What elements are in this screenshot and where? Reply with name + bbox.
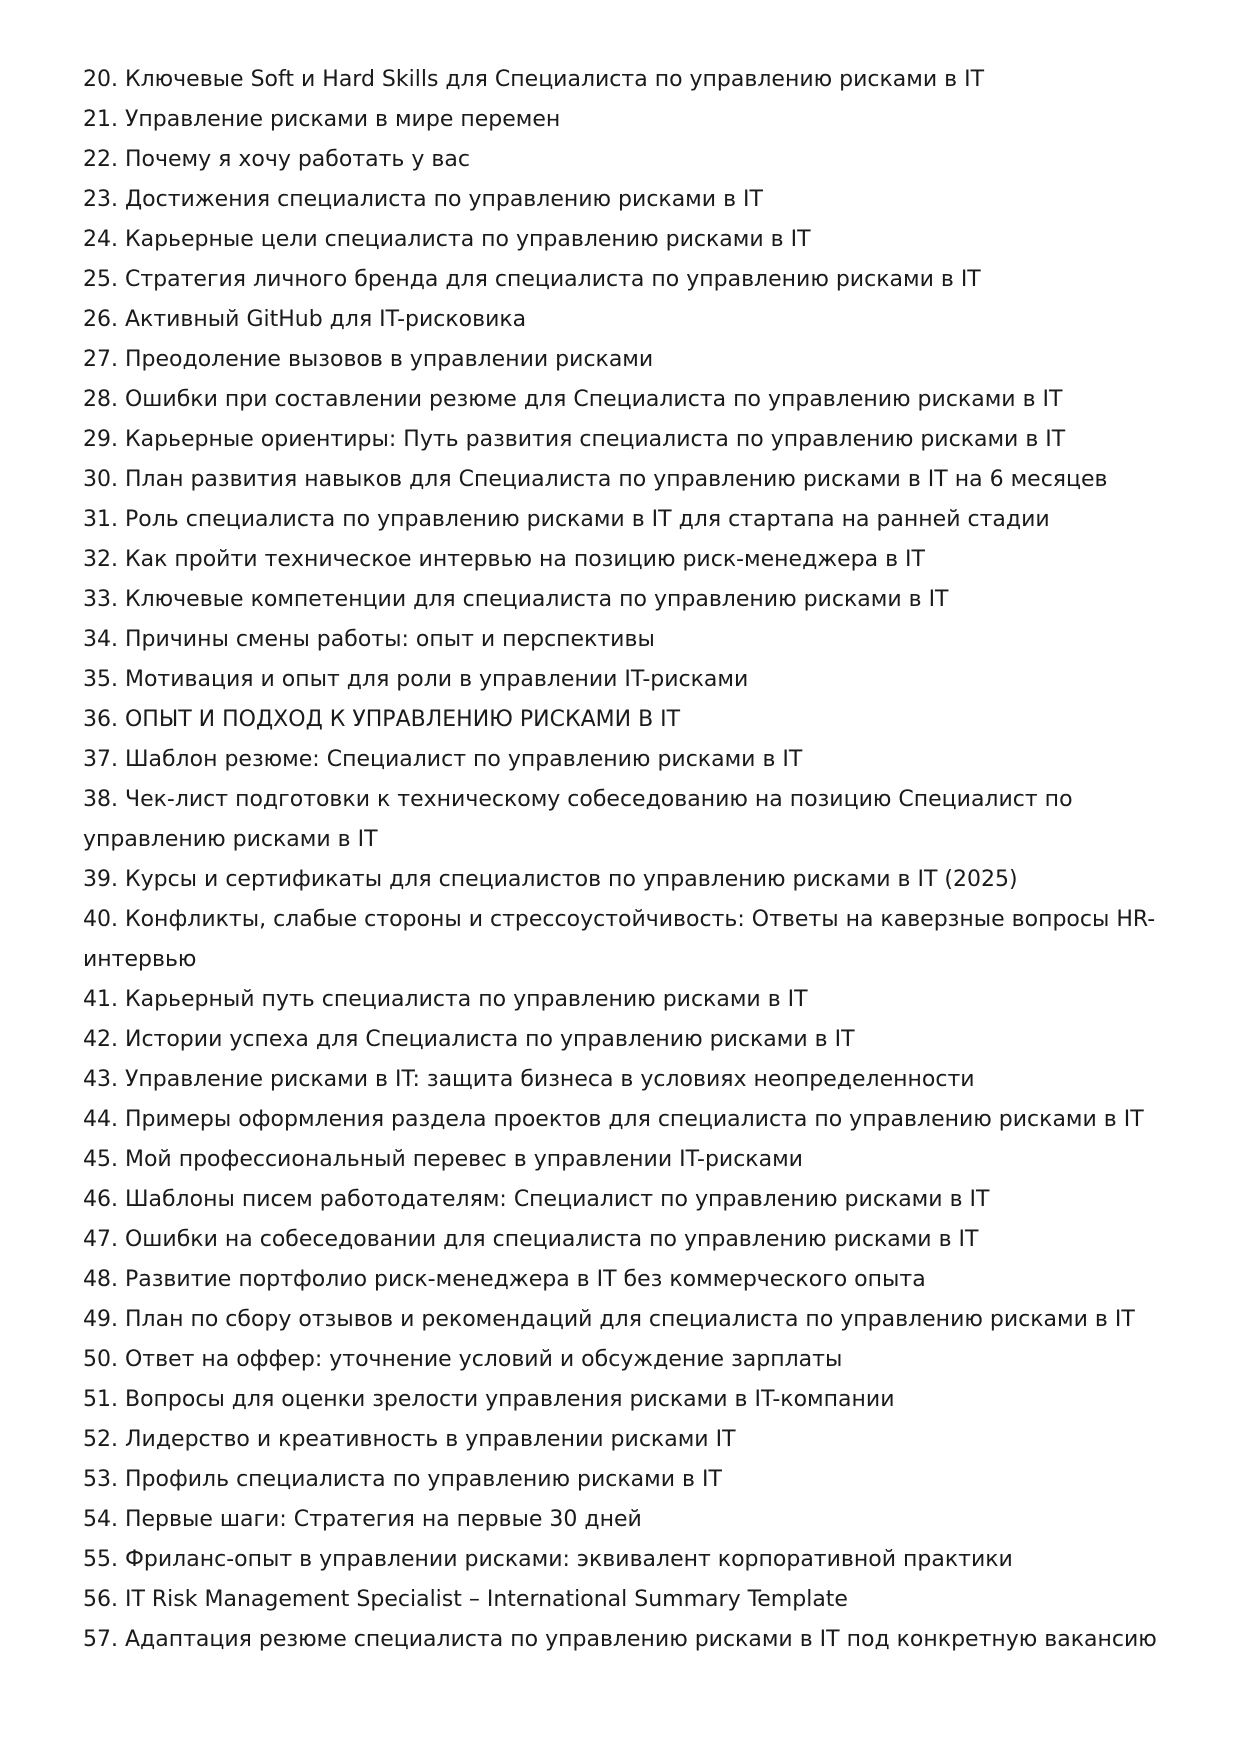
list-item: 36. ОПЫТ И ПОДХОД К УПРАВЛЕНИЮ РИСКАМИ В IT: [83, 707, 681, 732]
list-item: 48. Развитие портфолио риск-менеджера в IT без коммерческого опыта: [83, 1267, 926, 1292]
toc-list: [83, 60, 1163, 1660]
list-item: 25. Стратегия личного бренда для специалиста по управлению рисками в IT: [83, 267, 981, 292]
list-item: 50. Ответ на оффер: уточнение условий и обсуждение зарплаты: [83, 1347, 843, 1372]
list-item: 51. Вопросы для оценки зрелости управления рисками в IT-компании: [83, 1387, 895, 1412]
list-item: 53. Профиль специалиста по управлению рисками в IT: [83, 1467, 722, 1492]
list-item: 40. Конфликты, слабые стороны и стрессоустойчивость: Ответы на каверзные вопросы HR-интервью: [83, 907, 1156, 972]
list-item: 34. Причины смены работы: опыт и перспективы: [83, 627, 655, 652]
list-item: 33. Ключевые компетенции для специалиста по управлению рисками в IT: [83, 587, 949, 612]
list-item: 20. Ключевые Soft и Hard Skills для Специалиста по управлению рисками в IT: [83, 67, 985, 92]
list-item: 29. Карьерные ориентиры: Путь развития специалиста по управлению рисками в IT: [83, 427, 1066, 452]
list-item: 43. Управление рисками в IT: защита бизнеса в условиях неопределенности: [83, 1067, 975, 1092]
list-item: 30. План развития навыков для Специалиста по управлению рисками в IT на 6 месяцев: [83, 467, 1108, 492]
list-item: 24. Карьерные цели специалиста по управлению рисками в IT: [83, 227, 811, 252]
list-item: 28. Ошибки при составлении резюме для Специалиста по управлению рисками в IT: [83, 387, 1063, 412]
list-item: 52. Лидерство и креативность в управлении рисками IT: [83, 1427, 736, 1452]
list-item: 54. Первые шаги: Стратегия на первые 30 дней: [83, 1507, 642, 1532]
list-item: 46. Шаблоны писем работодателям: Специалист по управлению рисками в IT: [83, 1187, 990, 1212]
list-item: 39. Курсы и сертификаты для специалистов по управлению рисками в IT (2025): [83, 867, 1018, 892]
list-item: 56. IT Risk Management Specialist – International Summary Template: [83, 1587, 848, 1612]
list-item: 57. Адаптация резюме специалиста по управлению рисками в IT под конкретную вакансию: [83, 1627, 1157, 1652]
list-item: 22. Почему я хочу работать у вас: [83, 147, 470, 172]
document-page: [83, 60, 1163, 1660]
list-item: 26. Активный GitHub для IT-рисковика: [83, 307, 527, 332]
list-item: 45. Мой профессиональный перевес в управлении IT-рисками: [83, 1147, 803, 1172]
list-item: 37. Шаблон резюме: Специалист по управлению рисками в IT: [83, 747, 803, 772]
list-item: 42. Истории успеха для Специалиста по управлению рисками в IT: [83, 1027, 855, 1052]
list-item: 38. Чек-лист подготовки к техническому собеседованию на позицию Специалист по управлению рисками в IT: [83, 787, 1073, 852]
list-item: 41. Карьерный путь специалиста по управлению рисками в IT: [83, 987, 808, 1012]
list-item: 23. Достижения специалиста по управлению рисками в IT: [83, 187, 763, 212]
list-item: 31. Роль специалиста по управлению рисками в IT для стартапа на ранней стадии: [83, 507, 1050, 532]
list-item: 27. Преодоление вызовов в управлении рисками: [83, 347, 654, 372]
list-item: 35. Мотивация и опыт для роли в управлении IT-рисками: [83, 667, 749, 692]
list-item: 44. Примеры оформления раздела проектов для специалиста по управлению рисками в IT: [83, 1107, 1144, 1132]
list-item: 55. Фриланс-опыт в управлении рисками: эквивалент корпоративной практики: [83, 1547, 1013, 1572]
list-item: 47. Ошибки на собеседовании для специалиста по управлению рисками в IT: [83, 1227, 979, 1252]
list-item: 21. Управление рисками в мире перемен: [83, 107, 561, 132]
list-item: 49. План по сбору отзывов и рекомендаций для специалиста по управлению рисками в IT: [83, 1307, 1135, 1332]
list-item: 32. Как пройти техническое интервью на позицию риск-менеджера в IT: [83, 547, 925, 572]
